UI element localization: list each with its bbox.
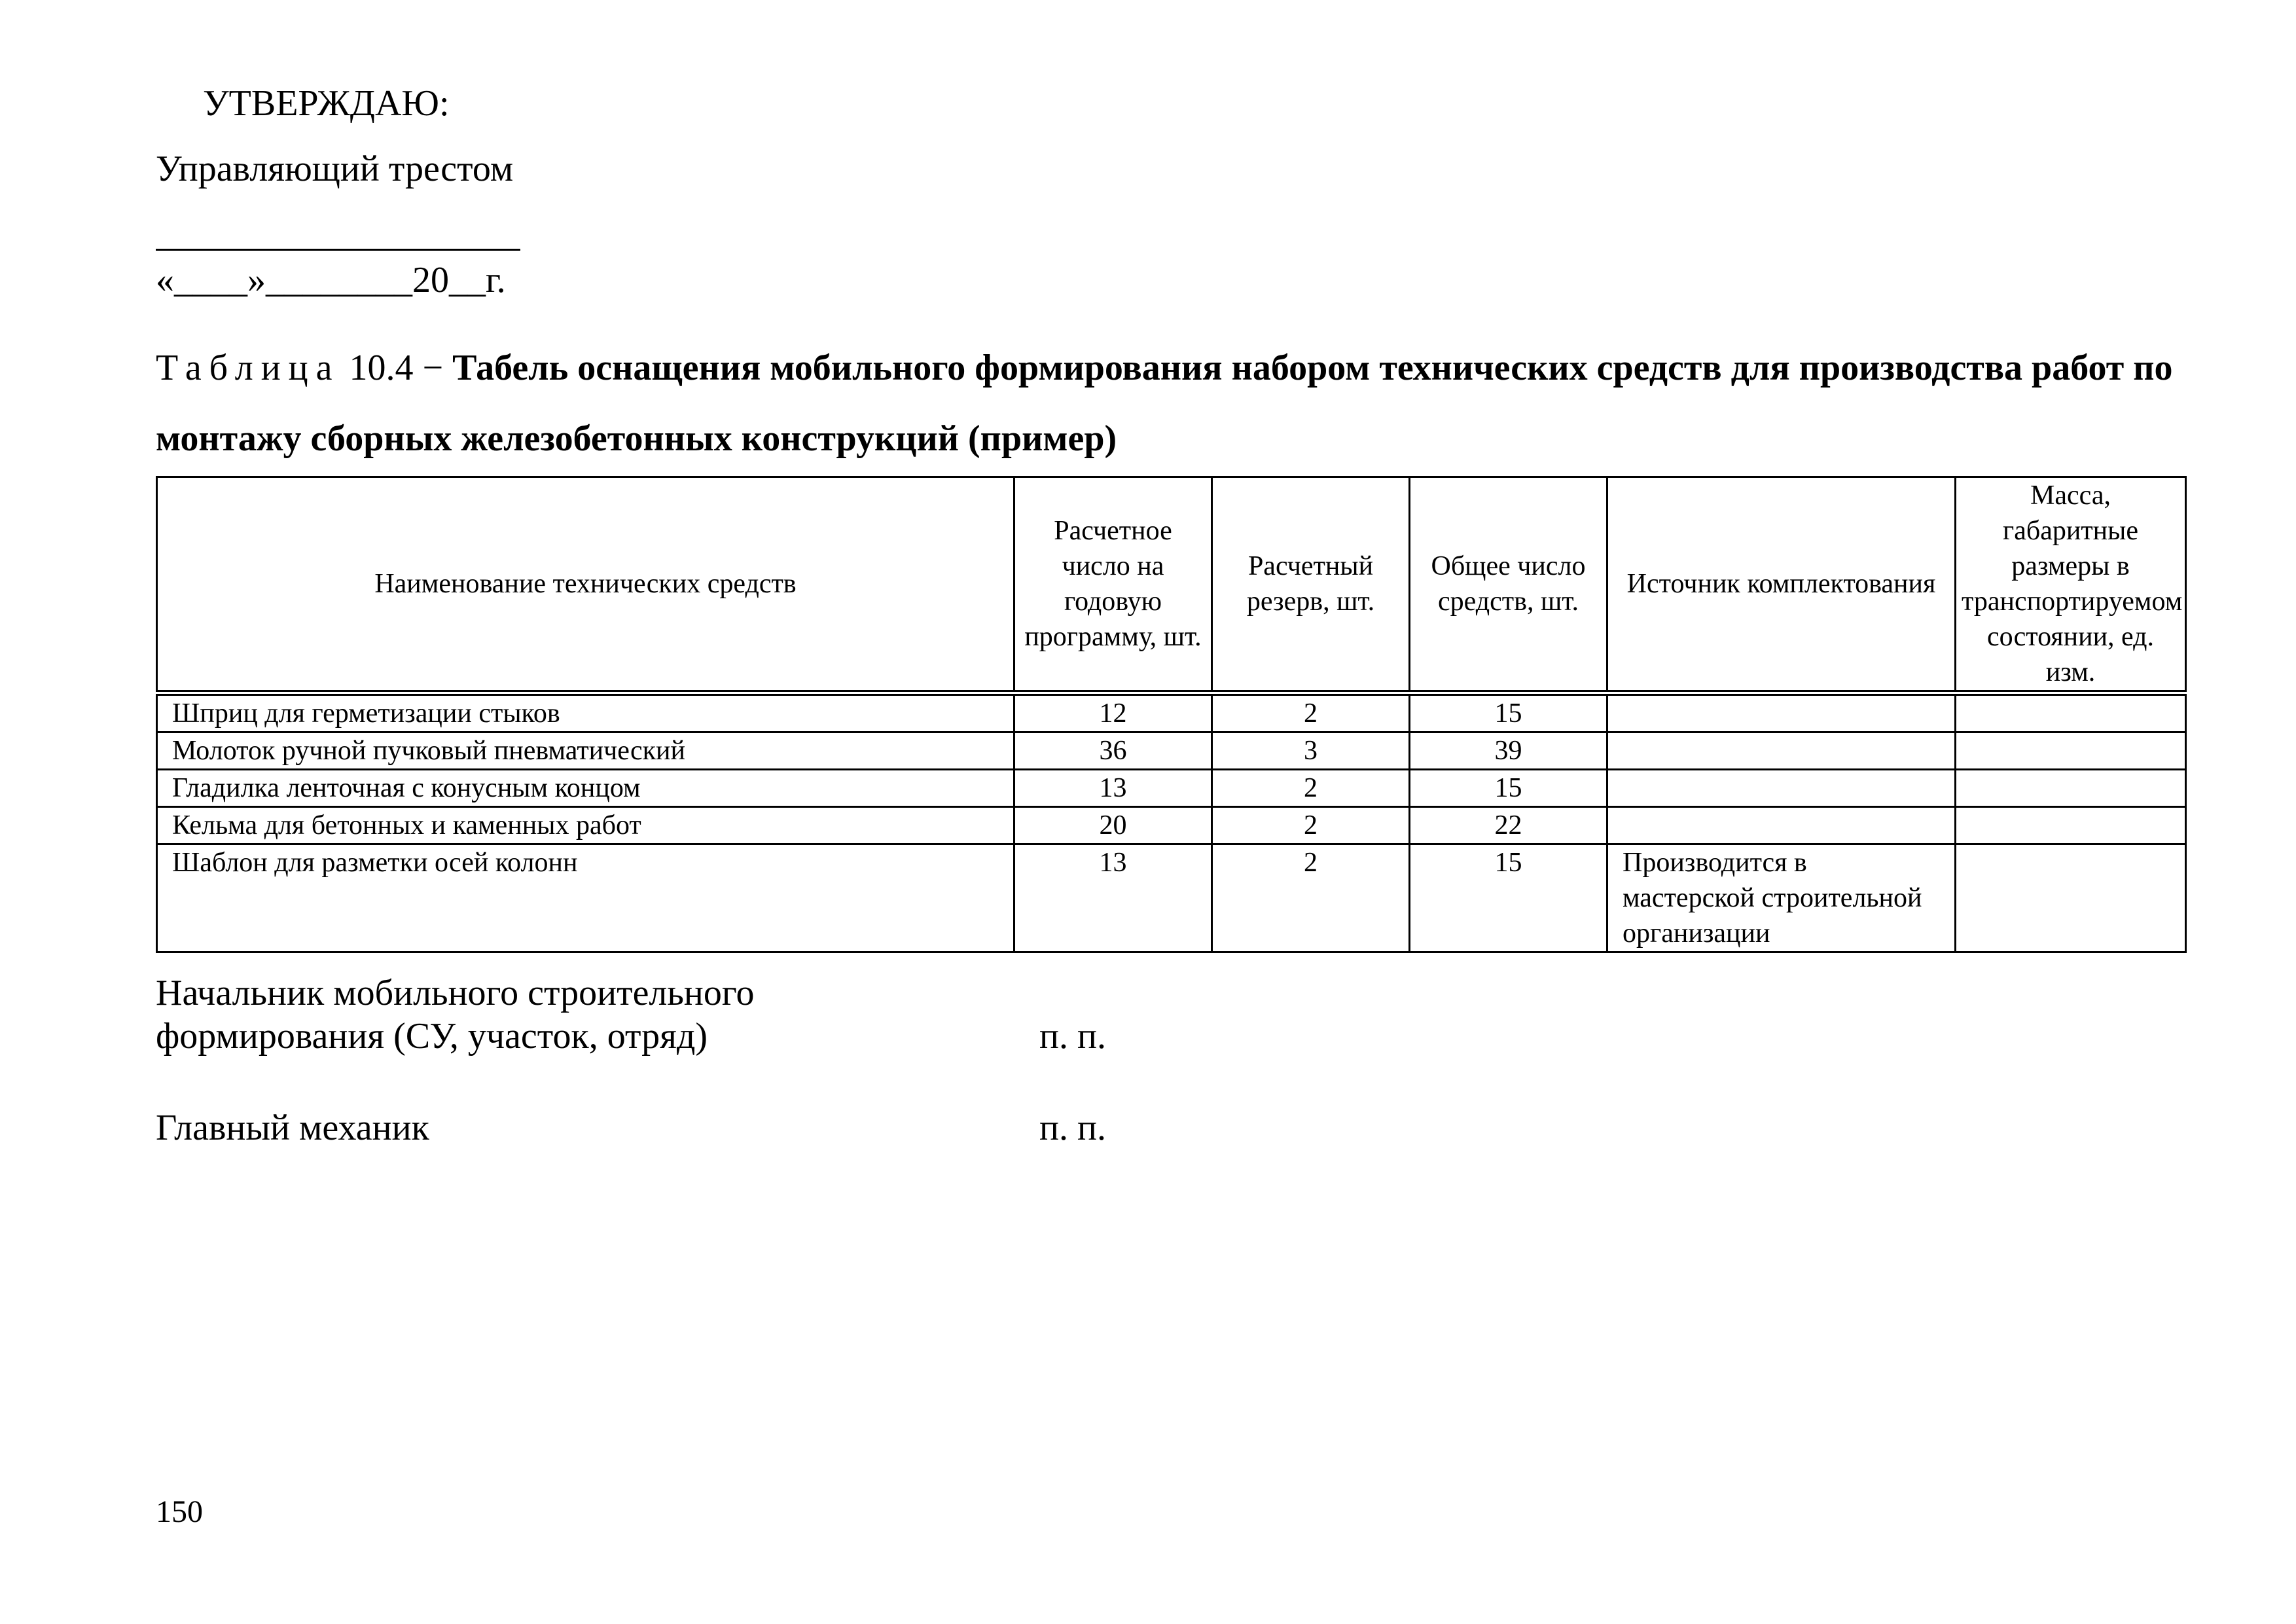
cell-source	[1607, 770, 1956, 807]
cell-reserve: 2	[1212, 844, 1410, 952]
cell-mass	[1956, 770, 2186, 807]
cell-annual: 13	[1014, 770, 1212, 807]
chief-label-line2: формирования (СУ, участок, отряд)	[156, 1016, 708, 1056]
page-number: 150	[156, 1494, 203, 1529]
cell-total: 15	[1410, 693, 1607, 732]
cell-name: Шприц для герметизации стыков	[157, 693, 1014, 732]
cell-reserve: 2	[1212, 693, 1410, 732]
chief-signature-pp: п. п.	[1039, 1016, 1106, 1056]
table-row	[157, 732, 2186, 770]
cell-mass	[1956, 844, 2186, 952]
approval-date-line: «____»________20__г.	[156, 260, 506, 300]
chief-signature-label	[156, 971, 754, 1058]
cell-mass	[1956, 807, 2186, 844]
table-row	[157, 693, 2186, 732]
signature-line	[156, 249, 520, 251]
equipment-table	[156, 476, 2187, 953]
table-row	[157, 844, 2186, 952]
cell-source: Производится в мастерской строительной организации	[1607, 844, 1956, 952]
table-caption	[156, 333, 2185, 474]
table-row	[157, 770, 2186, 807]
cell-reserve: 3	[1212, 732, 1410, 770]
header-name: Наименование технических средств	[157, 477, 1014, 693]
table-row	[157, 807, 2186, 844]
mechanic-signature-label: Главный механик	[156, 1108, 429, 1148]
cell-total: 22	[1410, 807, 1607, 844]
header-annual: Расчетное число на годовую программу, шт.	[1014, 477, 1212, 693]
cell-name: Кельма для бетонных и каменных работ	[157, 807, 1014, 844]
table-caption-number: 10.4 −	[340, 348, 453, 388]
table-caption-label: Таблица	[156, 348, 340, 388]
header-total: Общее число средств, шт.	[1410, 477, 1607, 693]
cell-annual: 36	[1014, 732, 1212, 770]
cell-name: Шаблон для разметки осей колонн	[157, 844, 1014, 952]
header-reserve: Расчетный резерв, шт.	[1212, 477, 1410, 693]
cell-total: 15	[1410, 770, 1607, 807]
header-mass: Масса, габаритные размеры в транспортируемом состоянии, ед. изм.	[1956, 477, 2186, 693]
mechanic-signature-pp: п. п.	[1039, 1108, 1106, 1148]
cell-name: Гладилка ленточная с конусным концом	[157, 770, 1014, 807]
cell-annual: 20	[1014, 807, 1212, 844]
table-caption-title: Табель оснащения мобильного формирования набором технических средств для производства работ по монтажу сборных железобетонных конструкций (пример)	[156, 348, 2173, 459]
approval-position: Управляющий трестом	[156, 149, 514, 189]
cell-total: 39	[1410, 732, 1607, 770]
approval-title: УТВЕРЖДАЮ:	[203, 83, 450, 124]
cell-source	[1607, 807, 1956, 844]
cell-reserve: 2	[1212, 807, 1410, 844]
cell-total: 15	[1410, 844, 1607, 952]
cell-annual: 13	[1014, 844, 1212, 952]
table-header-row	[157, 477, 2186, 693]
cell-name: Молоток ручной пучковый пневматический	[157, 732, 1014, 770]
chief-label-line1: Начальник мобильного строительного	[156, 973, 755, 1013]
cell-reserve: 2	[1212, 770, 1410, 807]
cell-source	[1607, 732, 1956, 770]
header-source: Источник комплектования	[1607, 477, 1956, 693]
cell-mass	[1956, 732, 2186, 770]
cell-source	[1607, 693, 1956, 732]
cell-mass	[1956, 693, 2186, 732]
cell-annual: 12	[1014, 693, 1212, 732]
